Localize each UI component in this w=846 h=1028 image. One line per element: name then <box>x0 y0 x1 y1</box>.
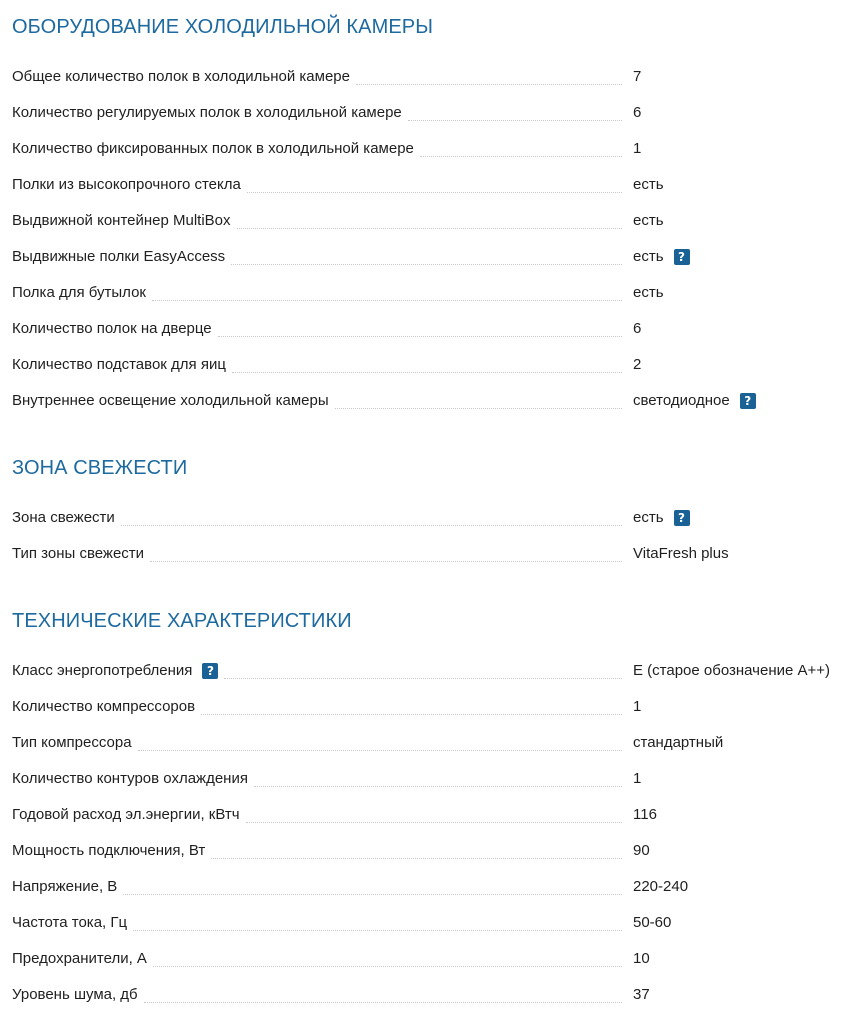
spec-value: есть <box>633 212 664 229</box>
spec-value: 7 <box>633 68 642 85</box>
spec-row <box>12 731 846 755</box>
leader-dots <box>224 659 622 683</box>
spec-label: Количество компрессоров <box>12 695 201 719</box>
spec-value: светодиодное <box>633 392 730 409</box>
spec-value: стандартный <box>633 734 724 751</box>
spec-value: 2 <box>633 356 642 373</box>
spec-row <box>12 947 846 971</box>
spec-label: Выдвижные полки EasyAccess <box>12 245 231 269</box>
spec-label: Полка для бутылок <box>12 281 152 305</box>
spec-row <box>12 983 846 1007</box>
section-title: ТЕХНИЧЕСКИЕ ХАРАКТЕРИСТИКИ <box>12 610 352 632</box>
leader-dots <box>121 506 622 530</box>
leader-dots <box>232 353 622 377</box>
spec-row <box>12 875 846 899</box>
spec-row <box>12 389 846 413</box>
leader-dots <box>138 731 622 755</box>
spec-row <box>12 506 846 530</box>
leader-dots <box>247 173 622 197</box>
spec-row <box>12 542 846 566</box>
help-icon[interactable]: ? <box>674 249 690 265</box>
leader-dots <box>246 803 622 827</box>
leader-dots <box>420 137 622 161</box>
leader-dots <box>254 767 622 791</box>
spec-value: E (старое обозначение A++) <box>633 662 831 679</box>
help-icon[interactable]: ? <box>740 393 756 409</box>
spec-row <box>12 353 846 377</box>
leader-dots <box>152 281 622 305</box>
section-technical-specs <box>12 609 846 1003</box>
spec-row <box>12 659 846 683</box>
spec-value: есть <box>633 284 664 301</box>
spec-row <box>12 803 846 827</box>
spec-value: VitaFresh plus <box>633 545 729 562</box>
leader-dots <box>356 65 622 89</box>
leader-dots <box>218 317 622 341</box>
spec-label: Частота тока, Гц <box>12 911 133 935</box>
spec-row <box>12 281 846 305</box>
leader-dots <box>150 542 622 566</box>
spec-row <box>12 911 846 935</box>
spec-value: 1 <box>633 140 642 157</box>
leader-dots <box>144 983 622 1007</box>
spec-label: Общее количество полок в холодильной камере <box>12 65 356 89</box>
spec-label: Внутреннее освещение холодильной камеры <box>12 389 335 413</box>
leader-dots <box>201 695 622 719</box>
section-title: ЗОНА СВЕЖЕСТИ <box>12 457 188 479</box>
spec-value: 6 <box>633 104 642 121</box>
leader-dots <box>153 947 622 971</box>
leader-dots <box>123 875 622 899</box>
leader-dots <box>211 839 622 863</box>
spec-row <box>12 767 846 791</box>
spec-label-with-help <box>12 659 224 683</box>
spec-value: 6 <box>633 320 642 337</box>
spec-row <box>12 695 846 719</box>
spec-value: 10 <box>633 950 650 967</box>
spec-label: Полки из высокопрочного стекла <box>12 173 247 197</box>
spec-label: Тип компрессора <box>12 731 138 755</box>
spec-label: Количество подставок для яиц <box>12 353 232 377</box>
spec-label: Предохранители, А <box>12 947 153 971</box>
spec-value: 90 <box>633 842 650 859</box>
spec-label: Зона свежести <box>12 506 121 530</box>
spec-label: Мощность подключения, Вт <box>12 839 211 863</box>
spec-row <box>12 65 846 89</box>
spec-label: Тип зоны свежести <box>12 542 150 566</box>
spec-label: Количество контуров охлаждения <box>12 767 254 791</box>
spec-value: 116 <box>633 806 657 823</box>
spec-label: Количество полок на дверце <box>12 317 218 341</box>
leader-dots <box>408 101 622 125</box>
spec-value: есть <box>633 176 664 193</box>
spec-value: 50-60 <box>633 914 672 931</box>
spec-label: Класс энергопотребления <box>12 662 193 679</box>
leader-dots <box>237 209 622 233</box>
spec-value: есть <box>633 509 664 526</box>
spec-row <box>12 245 846 269</box>
spec-label: Уровень шума, дб <box>12 983 144 1007</box>
spec-label: Напряжение, В <box>12 875 123 899</box>
help-icon[interactable]: ? <box>674 510 690 526</box>
spec-value: 37 <box>633 986 650 1003</box>
spec-row <box>12 137 846 161</box>
spec-label: Годовой расход эл.энергии, кВтч <box>12 803 246 827</box>
leader-dots <box>133 911 622 935</box>
spec-row <box>12 173 846 197</box>
section-fresh-zone <box>12 456 846 562</box>
spec-label: Количество фиксированных полок в холодильной камере <box>12 137 420 161</box>
spec-value: 1 <box>633 770 642 787</box>
spec-label: Количество регулируемых полок в холодильной камере <box>12 101 408 125</box>
help-icon[interactable]: ? <box>202 663 218 679</box>
leader-dots <box>231 245 622 269</box>
spec-value: 1 <box>633 698 642 715</box>
spec-row <box>12 101 846 125</box>
spec-row <box>12 839 846 863</box>
spec-label: Выдвижной контейнер MultiBox <box>12 209 237 233</box>
section-title: ОБОРУДОВАНИЕ ХОЛОДИЛЬНОЙ КАМЕРЫ <box>12 16 434 38</box>
spec-value: 220-240 <box>633 878 689 895</box>
leader-dots <box>335 389 622 413</box>
section-refrigerator-equipment <box>12 15 846 409</box>
spec-value: есть <box>633 248 664 265</box>
spec-row <box>12 317 846 341</box>
spec-row <box>12 209 846 233</box>
